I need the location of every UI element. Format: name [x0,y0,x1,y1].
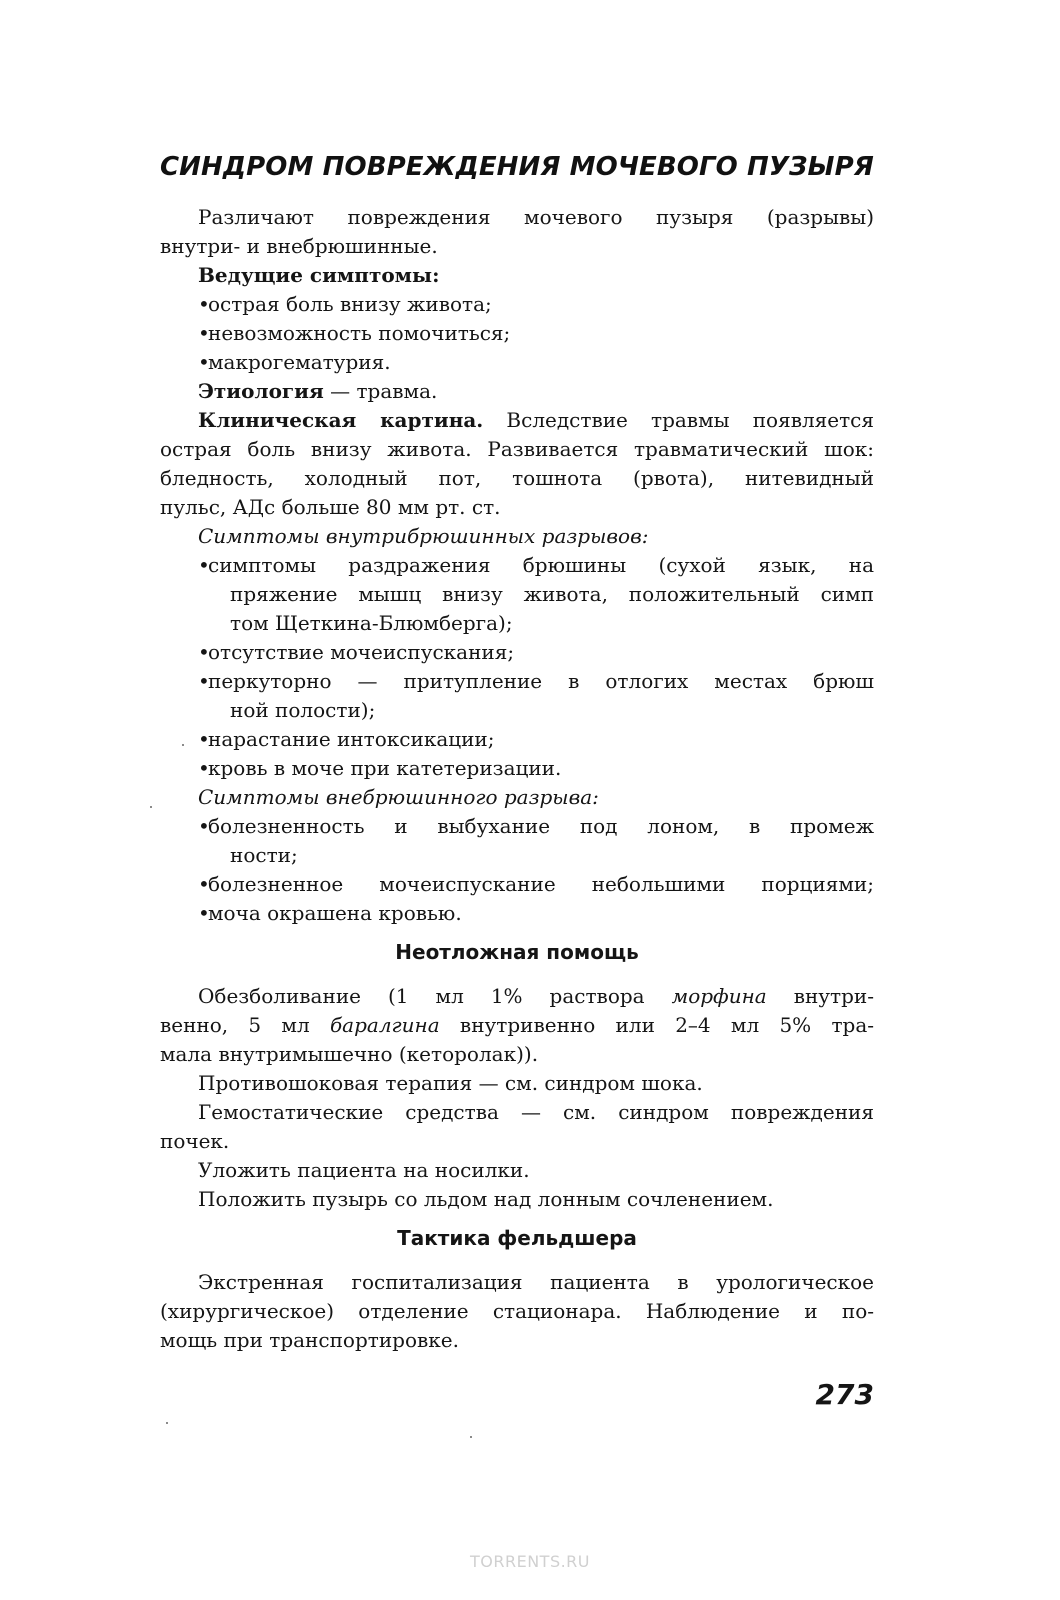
emergency-text: внутри- [766,984,875,1008]
emergency-line: мала внутримышечно (кеторолак)). [160,1042,539,1066]
tactics-line: (хирургическое) отделение стационара. Наблюдение и по- [160,1299,874,1323]
emergency-line [160,1011,874,1040]
leading-symptoms-label: Ведущие симптомы: [198,263,440,287]
etiology-label: Этиология [198,379,324,403]
emergency-line: Гемостатические средства — см. синдром повреждения [198,1100,874,1124]
etiology-text: — травма. [323,379,438,403]
book-page [160,0,874,1600]
extra-item: • болезненное мочеиспускание небольшими порциями; [208,870,874,899]
emergency-line: Уложить пациента на носилки. [198,1158,530,1182]
clinical-line: бледность, холодный пот, тошнота (рвота), нитевидный [160,466,874,490]
chapter-title: СИНДРОМ ПОВРЕЖДЕНИЯ МОЧЕВОГО ПУЗЫРЯ [160,152,874,182]
leading-symptom-item: • острая боль внизу живота; [208,290,874,319]
etiology-line [198,377,874,406]
emergency-line: почек. [160,1129,230,1153]
scan-speck [150,806,152,808]
intra-item-cont: ной полости); [230,698,376,722]
intra-item: • кровь в моче при катетеризации. [208,754,874,783]
drug-name: морфина [671,984,767,1008]
watermark: TORRENTS.RU [469,1552,591,1571]
intro-line: Различают повреждения мочевого пузыря (разрывы) [198,205,874,229]
emergency-text: венно, 5 мл [160,1013,330,1037]
extra-item: • болезненность и выбухание под лоном, в промеж [208,812,874,841]
clinical-line [198,406,874,435]
scan-speck [166,1422,168,1424]
drug-name: баралгина [329,1013,440,1037]
clinical-line: пульс, АДс больше 80 мм рт. ст. [160,495,501,519]
leading-symptom-item: • макрогематурия. [208,348,874,377]
extra-item-cont: ности; [230,843,298,867]
emergency-line: Положить пузырь со льдом над лонным сочленением. [198,1187,774,1211]
emergency-text: Обезболивание (1 мл 1% раствора [198,984,672,1008]
intra-item-cont: том Щеткина-Блюмберга); [230,611,513,635]
intra-item: • симптомы раздражения брюшины (сухой язык, на [208,551,874,580]
clinical-line: острая боль внизу живота. Развивается травматический шок: [160,437,874,461]
clinical-text: Вследствие травмы появляется [483,408,874,432]
extra-label: Симптомы внебрюшинного разрыва: [198,785,599,809]
intra-item: • нарастание интоксикации; [208,725,874,754]
clinical-label: Клиническая картина. [198,408,484,432]
tactics-line: Экстренная госпитализация пациента в урологическое [198,1270,874,1294]
tactics-line: мощь при транспортировке. [160,1328,459,1352]
tactics-heading: Тактика фельдшера [397,1226,637,1250]
emergency-heading: Неотложная помощь [395,940,639,964]
leading-symptom-item: • невозможность помочиться; [208,319,874,348]
intra-item: • отсутствие мочеиспускания; [208,638,874,667]
intra-item-cont: пряжение мышц внизу живота, положительный симп [230,582,874,606]
intra-label: Симптомы внутрибрюшинных разрывов: [198,524,649,548]
emergency-line: Противошоковая терапия — см. синдром шока. [198,1071,703,1095]
emergency-text: внутривенно или 2–4 мл 5% тра- [439,1013,874,1037]
scan-speck [470,1436,472,1438]
intra-item: • перкуторно — притупление в отлогих местах брюш [208,667,874,696]
scan-speck [182,744,184,746]
page-number: 273 [815,1378,874,1411]
intro-line: внутри- и внебрюшинные. [160,234,438,258]
extra-item: • моча окрашена кровью. [208,899,874,928]
emergency-line [198,982,874,1011]
